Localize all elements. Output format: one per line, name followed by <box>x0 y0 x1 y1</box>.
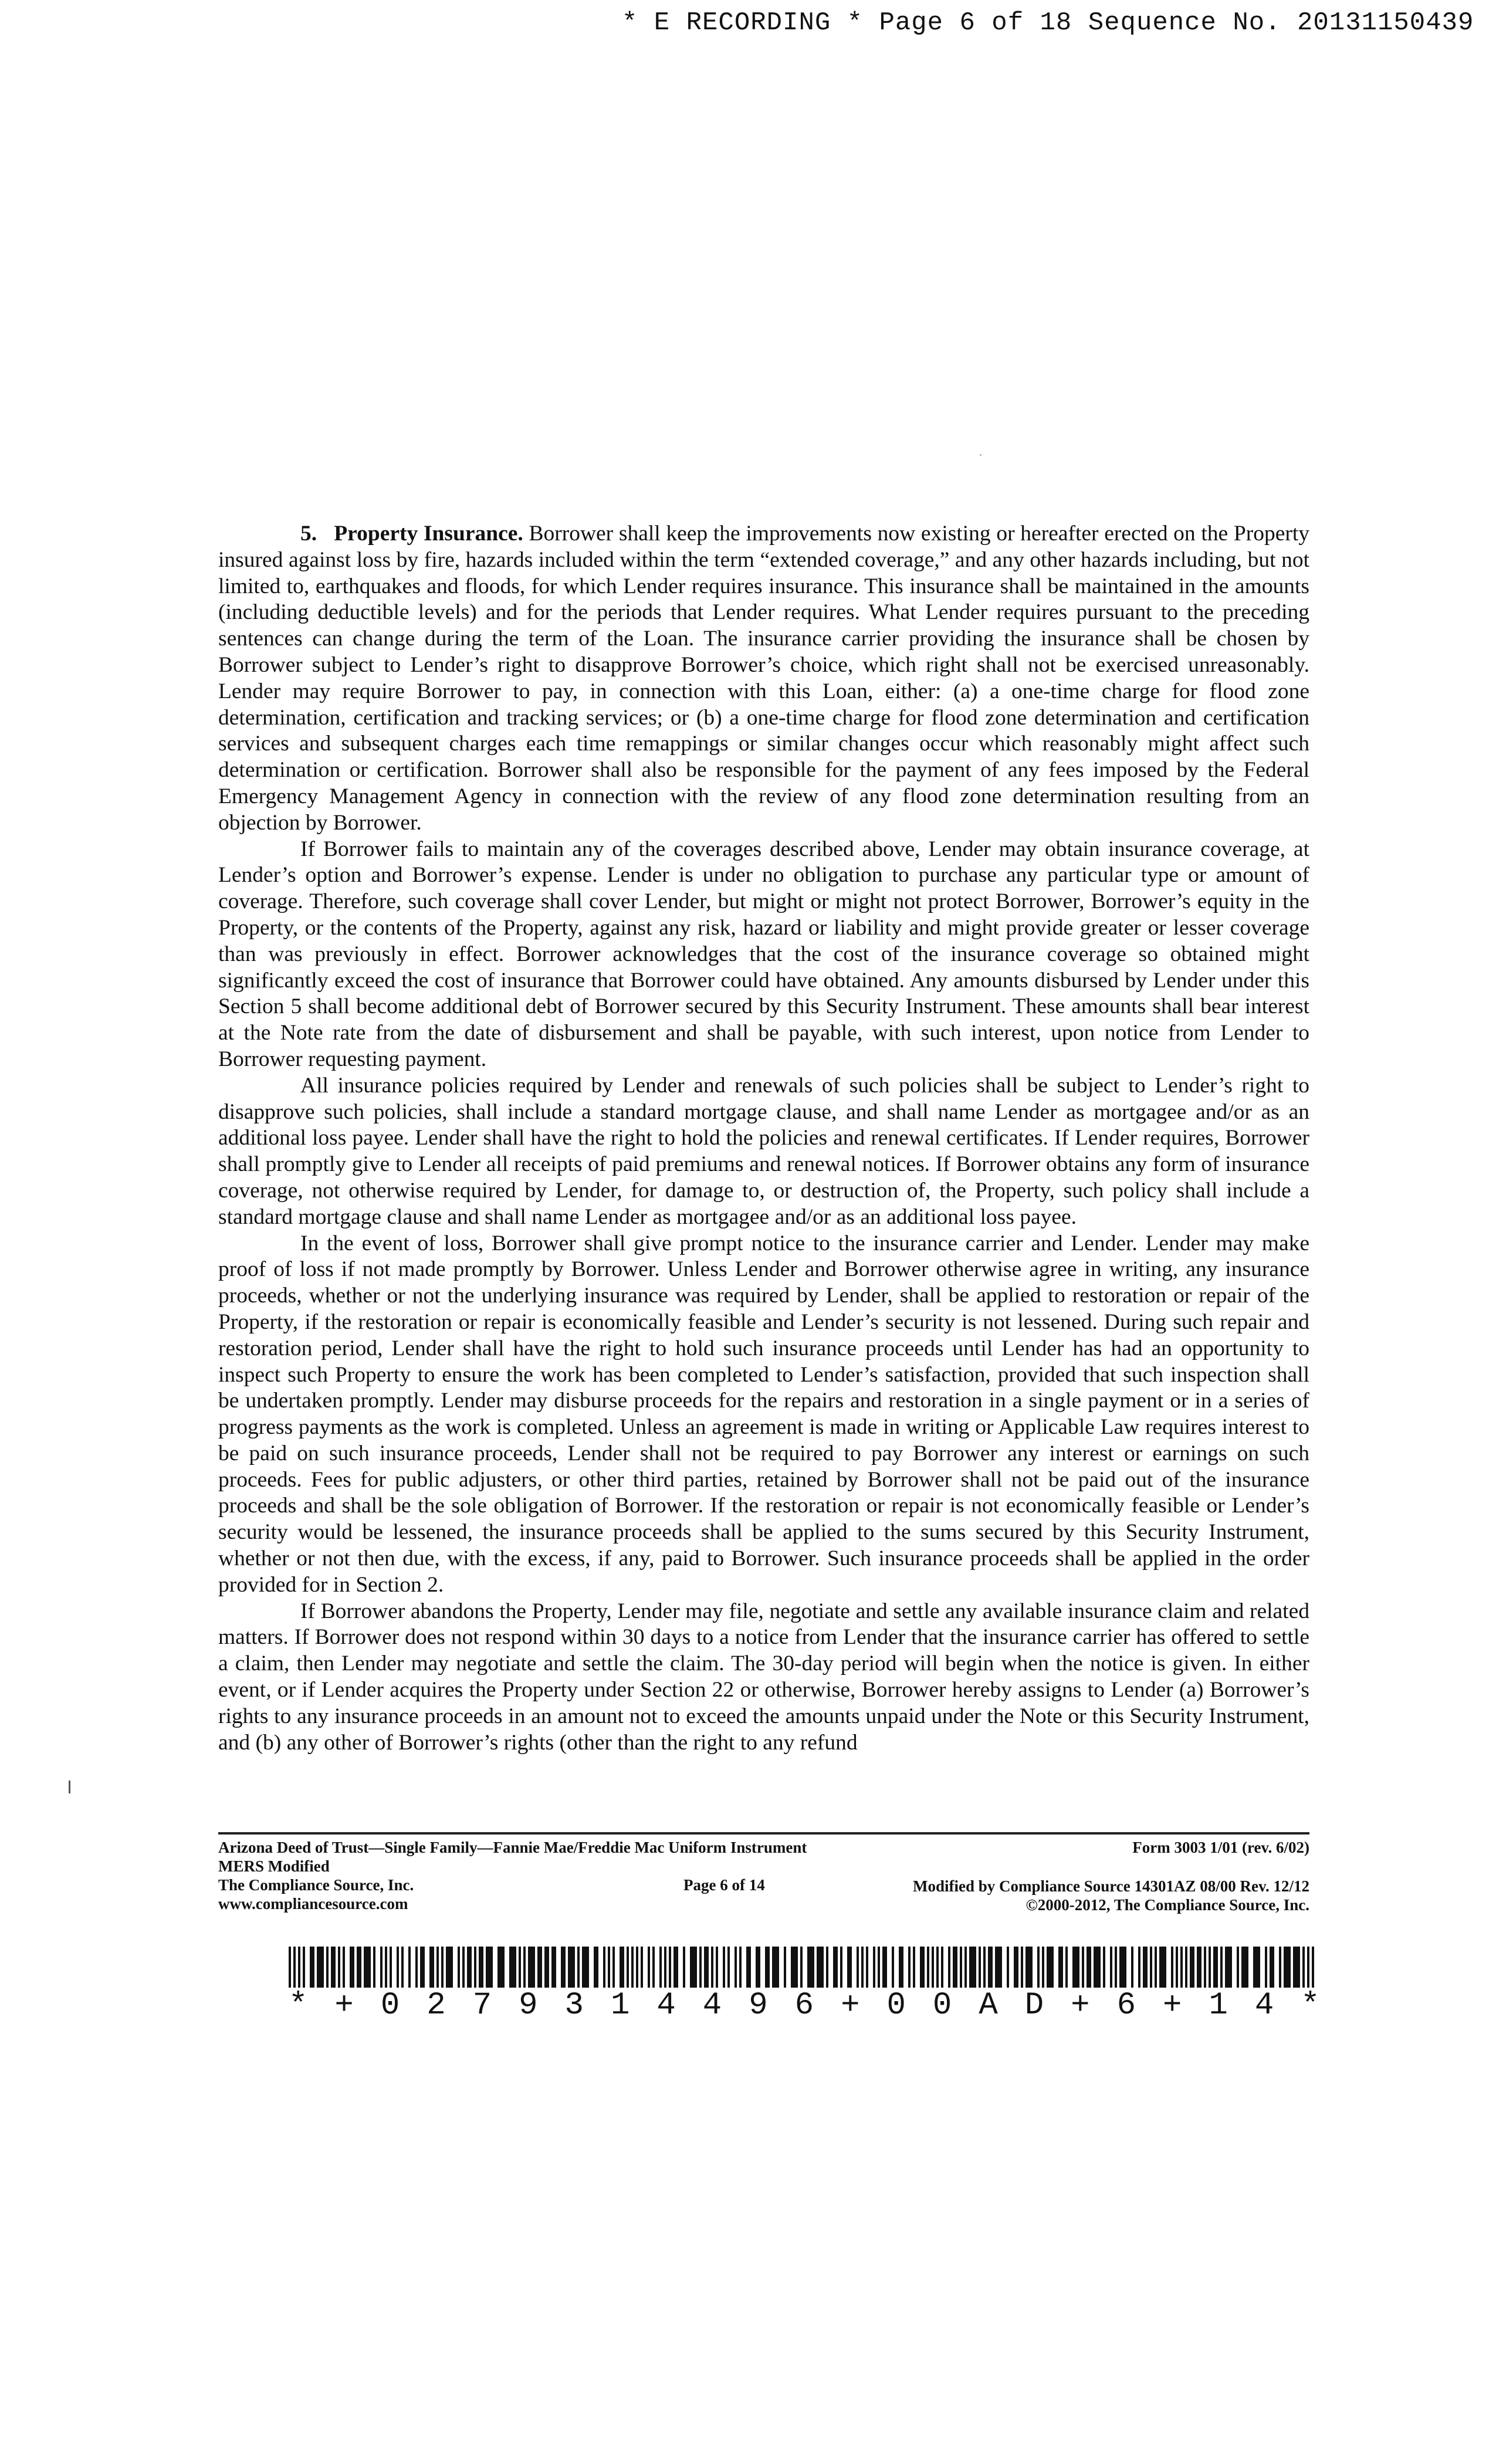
barcode-bar <box>631 1947 634 1988</box>
barcode-char: 0 <box>380 1988 400 2023</box>
barcode-char: 4 <box>656 1988 676 2023</box>
paragraph-1-text: Borrower shall keep the improvements now existing or hereafter erected on the Property insured against loss by fire, hazards included within the term “extended coverage,” and any other hazards including, but not limited to, earthquakes and floods, for which Lender requires insurance. This insurance shall be maintained in the amounts (including deductible levels) and for the periods that Lender requires. What Lender requires pursuant to the preceding sentences can change during the term of the Loan. The insurance carrier providing the insurance shall be chosen by Borrower subject to Lender’s right to disapprove Borrower’s choice, which right shall not be exercised unreasonably. Lender may require Borrower to pay, in connection with this Loan, either: (a) a one-time charge for flood zone determination, certification and tracking services; or (b) a one-time charge for flood zone determination and certification services and subsequent charges each time remappings or similar changes occur which reasonably might affect such determination or certification. Borrower shall also be responsible for the payment of any fees imposed by the Federal Emergency Management Agency in connection with the review of any flood zone determination resulting from an objection by Borrower. <box>218 522 1310 835</box>
recording-header: * E RECORDING * Page 6 of 18 Sequence No. 20131150439 <box>622 8 1474 38</box>
barcode-bar <box>1065 1947 1068 1988</box>
barcode-bar <box>807 1947 814 1988</box>
barcode-bar <box>1110 1947 1112 1988</box>
barcode-bar <box>373 1947 375 1988</box>
barcode-bar <box>735 1947 737 1988</box>
section-5-body <box>218 521 1309 1756</box>
barcode-bar <box>1237 1947 1239 1988</box>
margin-mark <box>69 1781 70 1793</box>
barcode-bar <box>711 1947 713 1988</box>
barcode-bar <box>791 1947 798 1988</box>
barcode-bar <box>784 1947 786 1988</box>
barcode-bar <box>582 1947 589 1988</box>
barcode-bar <box>1209 1947 1211 1988</box>
barcode-bar <box>479 1947 483 1988</box>
barcode-bar <box>1143 1947 1148 1988</box>
barcode-bar <box>603 1947 605 1988</box>
barcode-bar <box>683 1947 685 1988</box>
barcode-bar <box>636 1947 638 1988</box>
barcode-bar <box>401 1947 404 1988</box>
barcode-bar <box>544 1947 549 1988</box>
barcode-bar <box>1185 1947 1187 1988</box>
barcode-bar <box>983 1947 986 1988</box>
barcode-bar <box>1025 1947 1033 1988</box>
barcode-bar <box>866 1947 868 1988</box>
barcode-bar <box>1190 1947 1194 1988</box>
barcode-bar <box>878 1947 880 1988</box>
barcode-bar <box>561 1947 566 1988</box>
barcode-char: * <box>289 1988 308 2023</box>
section-title: Property Insurance. <box>334 522 523 546</box>
barcode-bar <box>458 1947 460 1988</box>
barcode-bar <box>927 1947 929 1988</box>
barcode-bar <box>847 1947 852 1988</box>
barcode-bar <box>298 1947 300 1988</box>
barcode-bar <box>446 1947 453 1988</box>
footer-doc-title: Arizona Deed of Trust—Single Family—Fannie Mae/Freddie Mac Uniform Instrument <box>218 1839 807 1856</box>
barcode-bar <box>988 1947 993 1988</box>
footer-website: www.compliancesource.com <box>218 1895 408 1913</box>
barcode-bar <box>817 1947 824 1988</box>
barcode-char: + <box>1071 1988 1090 2023</box>
barcode-bar <box>317 1947 324 1988</box>
barcode-bar <box>699 1947 702 1988</box>
paragraph-1 <box>218 521 1309 837</box>
barcode-bar <box>979 1947 981 1988</box>
barcode-bar <box>551 1947 556 1988</box>
barcode-bar <box>960 1947 962 1988</box>
barcode-bar <box>1138 1947 1140 1988</box>
barcode-bar <box>627 1947 629 1988</box>
barcode-bar <box>690 1947 697 1988</box>
barcode-bar <box>1265 1947 1267 1988</box>
barcode-bar <box>1155 1947 1157 1988</box>
barcode-bar <box>1131 1947 1133 1988</box>
barcode-bar <box>1021 1947 1023 1988</box>
barcode-bar <box>343 1947 345 1988</box>
barcode-bar <box>936 1947 939 1988</box>
barcode-bar <box>1150 1947 1152 1988</box>
barcode-bar <box>441 1947 444 1988</box>
barcode-bar <box>497 1947 505 1988</box>
barcode-bar <box>641 1947 643 1988</box>
barcode-bar <box>659 1947 662 1988</box>
barcode-bar <box>1220 1947 1223 1988</box>
barcode-bar <box>800 1947 803 1988</box>
barcode-bar <box>1007 1947 1009 1988</box>
barcode-bar <box>436 1947 439 1988</box>
barcode-bar <box>932 1947 934 1988</box>
barcode-bar <box>1037 1947 1040 1988</box>
barcode-bar <box>338 1947 340 1988</box>
barcode-bar <box>528 1947 535 1988</box>
barcode-char: A <box>979 1988 998 2023</box>
barcode-bar <box>293 1947 296 1988</box>
barcode-bar <box>310 1947 314 1988</box>
barcode-bar <box>861 1947 864 1988</box>
barcode-bar <box>765 1947 770 1988</box>
barcode-char: 7 <box>472 1988 492 2023</box>
barcode-bar <box>1270 1947 1274 1988</box>
barcode-bar <box>608 1947 610 1988</box>
barcode-bar <box>357 1947 361 1988</box>
barcode-bar <box>397 1947 399 1988</box>
barcode-bar <box>673 1947 678 1988</box>
barcode-char: + <box>1163 1988 1182 2023</box>
barcode-bar <box>1204 1947 1206 1988</box>
barcode-bar <box>953 1947 957 1988</box>
barcode-bar <box>716 1947 718 1988</box>
paragraph-2: If Borrower fails to maintain any of the coverages described above, Lender may obtain insurance coverage, at Lender’s option and Borrower’s expense. Lender is under no obligation to purchase any particular type or amount of coverage. Therefore, such coverage shall cover Lender, but might or might not protect Borrower, Borrower’s equity in the Property, or the contents of the Property, against any risk, hazard or liability and might provide greater or lesser coverage than was previously in effect. Borrower acknowledges that the cost of the insurance coverage so obtained might significantly exceed the cost of insurance that Borrower could have obtained. Any amounts disbursed by Lender under this Section 5 shall become additional debt of Borrower secured by this Security Instrument. These amounts shall bear interest at the Note rate from the date of disbursement and shall be payable, with such interest, upon notice from Lender to Borrower requesting payment. <box>218 837 1309 1071</box>
barcode-bar <box>964 1947 967 1988</box>
barcode-bar <box>1293 1947 1300 1988</box>
barcode-bar <box>756 1947 760 1988</box>
barcode-bar <box>577 1947 580 1988</box>
barcode-bar <box>415 1947 418 1988</box>
barcode-bar <box>892 1947 894 1988</box>
footer-left <box>218 1838 807 1913</box>
barcode-bar <box>920 1947 925 1988</box>
barcode-bar <box>1302 1947 1305 1988</box>
footer-right <box>833 1838 1309 1914</box>
barcode-char: 9 <box>749 1988 768 2023</box>
barcode-char: 0 <box>932 1988 952 2023</box>
barcode-char: 1 <box>1209 1988 1228 2023</box>
scan-speck <box>980 454 981 456</box>
barcode-bar <box>1042 1947 1044 1988</box>
footer-divider <box>218 1832 1309 1835</box>
barcode-char: 1 <box>610 1988 630 2023</box>
barcode-text <box>289 1988 1320 2023</box>
barcode-char: 6 <box>794 1988 814 2023</box>
barcode-bar <box>969 1947 976 1988</box>
barcode-bar <box>899 1947 903 1988</box>
barcode-bar <box>380 1947 383 1988</box>
barcode-bar <box>331 1947 336 1988</box>
barcode-bar <box>1082 1947 1084 1988</box>
barcode-bar <box>948 1947 950 1988</box>
barcode-bar <box>840 1947 842 1988</box>
barcode-bar <box>1284 1947 1291 1988</box>
barcode-bar <box>739 1947 742 1988</box>
barcode-bar <box>1176 1947 1178 1988</box>
barcode-bar <box>289 1947 291 1988</box>
barcode-bar <box>882 1947 887 1988</box>
barcode-char: 2 <box>427 1988 446 2023</box>
barcode-bar <box>1197 1947 1201 1988</box>
barcode-bar <box>941 1947 943 1988</box>
barcode-bar <box>1180 1947 1183 1988</box>
paragraph-5: If Borrower abandons the Property, Lender may file, negotiate and settle any available insurance claim and related matters. If Borrower does not respond within 30 days to a notice from Lender that the insurance carrier has offered to settle a claim, then Lender may negotiate and settle the claim. The 30-day period will begin when the notice is given. In either event, or if Lender acquires the Property under Section 22 or otherwise, Borrower hereby assigns to Lender (a) Borrower’s rights to any insurance proceeds in an amount not to exceed the amounts unpaid under the Note or this Security Instrument, and (b) any other of Borrower’s rights (other than the right to any refund <box>218 1599 1309 1755</box>
barcode-bar <box>648 1947 650 1988</box>
barcode-char: * <box>1301 1988 1320 2023</box>
barcode-bar <box>523 1947 526 1988</box>
barcode-bar <box>1014 1947 1018 1988</box>
barcode-bar <box>1225 1947 1232 1988</box>
barcode-bar <box>1213 1947 1218 1988</box>
barcode-bar <box>612 1947 615 1988</box>
barcode-bar <box>420 1947 425 1988</box>
barcode-bar <box>594 1947 598 1988</box>
footer-copyright: ©2000-2012, The Compliance Source, Inc. <box>1025 1896 1309 1914</box>
barcode-bar <box>303 1947 305 1988</box>
footer-mers: MERS Modified <box>218 1857 330 1875</box>
barcode-char: D <box>1024 1988 1044 2023</box>
footer-modified-by: Modified by Compliance Source 14301AZ 08/00 Rev. 12/12 <box>912 1877 1309 1895</box>
barcode-bar <box>857 1947 859 1988</box>
barcode-bar <box>390 1947 392 1988</box>
footer-company: The Compliance Source, Inc. <box>218 1876 414 1894</box>
barcode-bar <box>620 1947 624 1988</box>
barcode-bar <box>746 1947 751 1988</box>
barcode-bar <box>1115 1947 1117 1988</box>
barcode-bar <box>462 1947 465 1988</box>
barcode-char: + <box>841 1988 860 2023</box>
barcode-bar <box>474 1947 476 1988</box>
barcode-bar <box>704 1947 709 1988</box>
barcode-bar <box>1312 1947 1314 1988</box>
barcode-bar <box>826 1947 828 1988</box>
paragraph-3: All insurance policies required by Lender and renewals of such policies shall be subject to Lender’s right to disapprove such policies, shall include a standard mortgage clause, and shall name Lender as mortgagee and/or as an additional loss payee. Lender shall have the right to hold the policies and renewal certificates. If Lender requires, Borrower shall promptly give to Lender all receipts of paid premiums and renewal notices. If Borrower obtains any form of insurance coverage, not otherwise required by Lender, for damage to, or destruction of, the Property, such policy shall include a standard mortgage clause and shall name Lender as mortgagee and/or as an additional loss payee. <box>218 1073 1309 1229</box>
barcode-bar <box>1072 1947 1079 1988</box>
barcode-bar <box>772 1947 779 1988</box>
barcode-char: 4 <box>702 1988 722 2023</box>
barcode-bar <box>326 1947 329 1988</box>
barcode-bar <box>1241 1947 1248 1988</box>
barcode-bar <box>652 1947 655 1988</box>
barcode-char: 3 <box>564 1988 584 2023</box>
barcode-bar <box>727 1947 730 1988</box>
barcode-bar <box>519 1947 521 1988</box>
footer-page-number: Page 6 of 14 <box>683 1876 765 1894</box>
footer-form-number: Form 3003 1/01 (rev. 6/02) <box>1132 1839 1309 1856</box>
barcode-bar <box>1171 1947 1173 1988</box>
barcode-bar <box>408 1947 411 1988</box>
barcode-bar <box>568 1947 575 1988</box>
barcode-char: + <box>334 1988 354 2023</box>
barcode-bar <box>1103 1947 1105 1988</box>
barcode-bar <box>723 1947 725 1988</box>
barcode-char: 6 <box>1116 1988 1136 2023</box>
barcode-char: 9 <box>519 1988 538 2023</box>
barcode-bar <box>908 1947 911 1988</box>
section-number: 5. <box>300 522 317 546</box>
barcode-bar <box>664 1947 666 1988</box>
barcode-bar <box>467 1947 472 1988</box>
barcode-bar <box>385 1947 387 1988</box>
barcode-bar <box>429 1947 434 1988</box>
barcode-bar <box>1253 1947 1260 1988</box>
barcode-bar <box>913 1947 915 1988</box>
barcode-bar <box>1087 1947 1091 1988</box>
barcode-bar <box>350 1947 354 1988</box>
barcode-bar <box>873 1947 875 1988</box>
barcode-bar <box>1094 1947 1101 1988</box>
barcode-bar <box>1047 1947 1054 1988</box>
barcode-char: 0 <box>886 1988 906 2023</box>
barcode-bar <box>1307 1947 1309 1988</box>
barcode-bar <box>1058 1947 1063 1988</box>
barcode-bar <box>537 1947 542 1988</box>
barcode-bar <box>669 1947 671 1988</box>
barcode-char: 4 <box>1254 1988 1274 2023</box>
barcode-bar <box>509 1947 516 1988</box>
barcode-bar <box>364 1947 371 1988</box>
barcode-bar <box>1159 1947 1166 1988</box>
barcode-bar <box>995 1947 1002 1988</box>
barcode-bar <box>486 1947 493 1988</box>
barcode-bar <box>1279 1947 1281 1988</box>
barcode-bar <box>833 1947 838 1988</box>
barcode-bar <box>1119 1947 1126 1988</box>
paragraph-4: In the event of loss, Borrower shall give prompt notice to the insurance carrier and Lender. Lender may make proof of loss if not made promptly by Borrower. Unless Lender and Borrower otherwise agree in writing, any insurance proceeds, whether or not the underlying insurance was required by Lender, shall be applied to restoration or repair of the Property, if the restoration or repair is economically feasible and Lender’s security is not lessened. During such repair and restoration period, Lender shall have the right to hold such insurance proceeds until Lender has had an opportunity to inspect such Property to ensure the work has been completed to Lender’s satisfaction, provided that such inspection shall be undertaken promptly. Lender may disburse proceeds for the repairs and restoration in a single payment or in a series of progress payments as the work is completed. Unless an agreement is made in writing or Applicable Law requires interest to be paid on such insurance proceeds, Lender shall not be required to pay Borrower any interest or earnings on such proceeds. Fees for public adjusters, or other third parties, retained by Borrower shall not be paid out of the insurance proceeds and shall be the sole obligation of Borrower. If the restoration or repair is not economically feasible or Lender’s security would be lessened, the insurance proceeds shall be applied to the sums secured by this Security Instrument, whether or not then due, with the excess, if any, paid to Borrower. Such insurance proceeds shall be applied in the order provided for in Section 2. <box>218 1231 1309 1597</box>
